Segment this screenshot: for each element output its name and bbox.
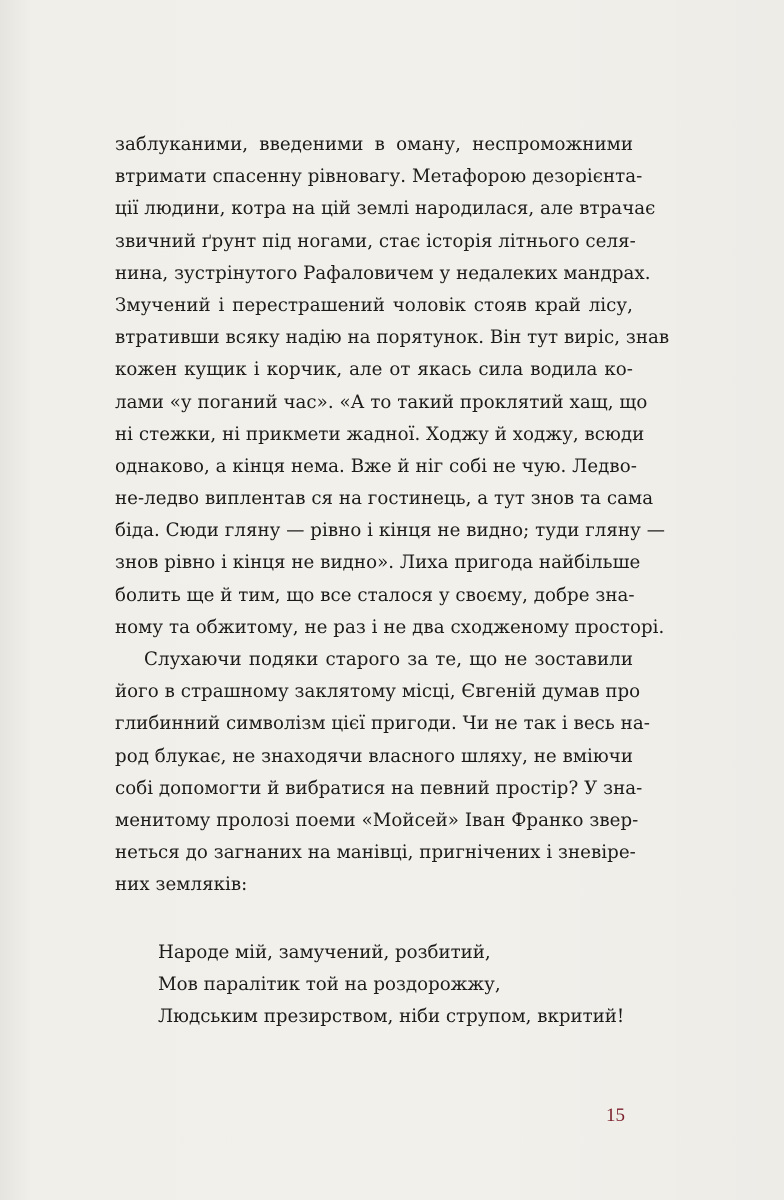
poem-line: Мов паралітик той на роздорожжу, (158, 974, 501, 996)
text-line: лами «у поганий час». «А то такий проклятий хащ, що (115, 391, 648, 413)
text-line: втративши всяку надію на порятунок. Він тут виріс, знав (115, 327, 670, 349)
text-line: Слухаючи подяки старого за те, що не зоставили (144, 649, 633, 670)
page-number: 15 (606, 1105, 625, 1126)
text-line: болить ще й тим, що все сталося у своєму, добре зна- (115, 584, 635, 606)
text-line: однаково, а кінця нема. Вже й ніг собі не чую. Ледво- (115, 455, 637, 477)
text-line: заблуканими, введеними в оману, неспроможними (115, 134, 633, 155)
poem-line: Народе мій, замучений, розбитий, (158, 942, 491, 963)
text-line: його в страшному заклятому місці, Євгеній думав про (115, 681, 641, 703)
paragraph-2 (115, 644, 650, 902)
text-line: собі допомогти й вибратися на певний простір? У зна- (115, 777, 643, 799)
paragraph-1 (115, 129, 670, 644)
text-line: неться до загнаних на манівці, пригнічених і зневіре- (115, 842, 636, 864)
poem-line: Людським презирством, ніби струпом, вкритий! (158, 1006, 625, 1028)
text-line: біда. Сюди гляну — рівно і кінця не видно; туди гляну — (115, 520, 665, 542)
text-line: знов рівно і кінця не видно». Лиха пригода найбільше (115, 552, 641, 574)
text-line: ному та обжитому, не раз і не два сходженому просторі. (115, 616, 665, 638)
text-line: глибинний символізм цієї пригоди. Чи не так і весь на- (115, 713, 650, 735)
text-line: нина, зустрінутого Рафаловичем у недалеких мандрах. (115, 262, 651, 284)
text-line: род блукає, не знаходячи власного шляху, не вміючи (115, 745, 634, 767)
text-line: них земляків: (115, 874, 248, 896)
body-text (115, 129, 670, 902)
text-line: кожен кущик і корчик, але от якась сила водила ко- (115, 359, 633, 381)
text-line: втримати спасенну рівновагу. Метафорою дезорієнта- (115, 166, 643, 188)
text-line: менитому пролозі поеми «Мойсей» Іван Франко звер- (115, 809, 639, 831)
text-line: звичний ґрунт під ногами, стає історія літнього селя- (115, 230, 636, 252)
text-line: не-ледво виплентав ся на гостинець, а тут знов та сама (115, 488, 654, 510)
poem-quote (158, 937, 624, 1034)
text-line: ції людини, котра на цій землі народилася, але втрачає (115, 198, 656, 220)
text-line: ні стежки, ні прикмети жадної. Ходжу й ходжу, всюди (115, 423, 645, 445)
text-line: Змучений і перестрашений чоловік стояв край лісу, (115, 294, 633, 316)
